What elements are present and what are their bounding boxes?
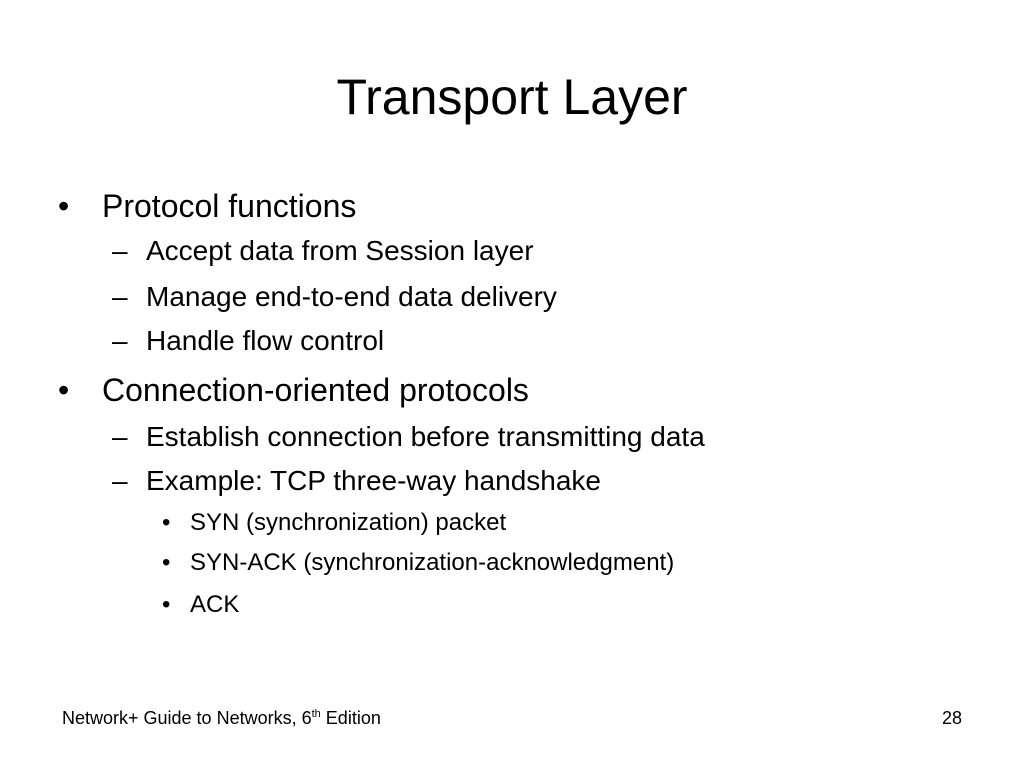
footer-book-title: Network+ Guide to Networks, 6: [62, 708, 312, 728]
bullet-marker: •: [58, 372, 70, 408]
page-number: 28: [941, 708, 962, 728]
sub-bullet-marker: –: [112, 281, 128, 312]
sub-bullet-flow-control: Handle flow control: [146, 325, 385, 356]
sub-bullet-marker: –: [112, 465, 128, 496]
bullet-protocol-functions: Protocol functions: [102, 188, 357, 224]
bullet-connection-oriented: Connection-oriented protocols: [102, 372, 529, 408]
sub-sub-bullet-marker: •: [162, 509, 171, 536]
sub-sub-bullet-marker: •: [162, 591, 171, 618]
bullet-marker: •: [58, 188, 70, 224]
sub-sub-bullet-syn-ack: SYN-ACK (synchronization-acknowledgment): [190, 549, 675, 576]
footer-source: [62, 706, 381, 730]
footer-edition: Edition: [320, 708, 381, 728]
sub-sub-bullet-marker: •: [162, 549, 171, 576]
sub-bullet-accept-data: Accept data from Session layer: [146, 235, 534, 266]
sub-bullet-tcp-handshake: Example: TCP three-way handshake: [146, 465, 601, 496]
sub-bullet-marker: –: [112, 325, 128, 356]
slide-title: Transport Layer: [336, 69, 688, 125]
sub-sub-bullet-syn: SYN (synchronization) packet: [190, 509, 507, 536]
sub-bullet-marker: –: [112, 421, 128, 452]
footer-superscript: th: [311, 708, 321, 720]
sub-sub-bullet-ack: ACK: [190, 591, 240, 618]
sub-bullet-establish-connection: Establish connection before transmitting data: [146, 421, 705, 452]
sub-bullet-manage-delivery: Manage end-to-end data delivery: [146, 281, 557, 312]
sub-bullet-marker: –: [112, 235, 128, 266]
